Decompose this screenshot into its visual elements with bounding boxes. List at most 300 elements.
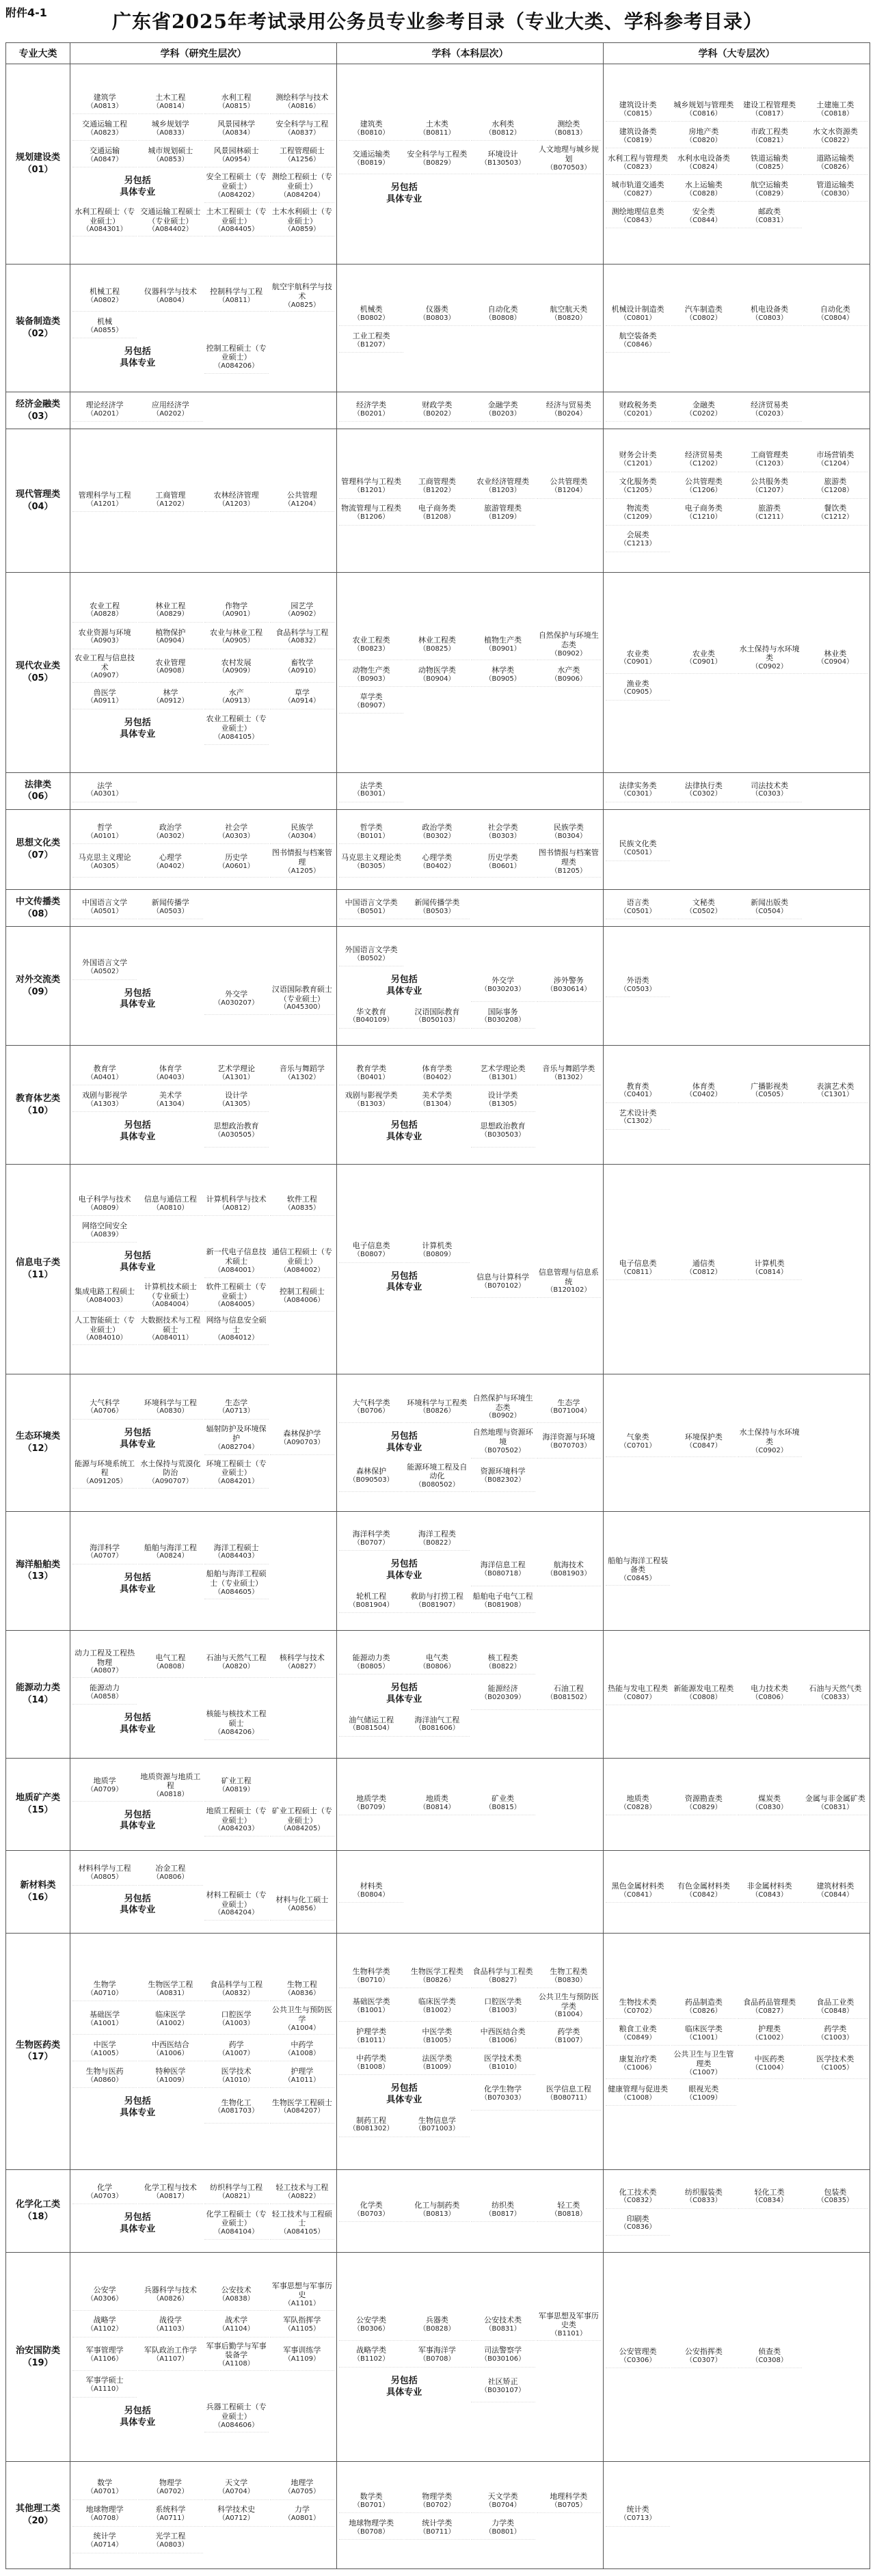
major-entry: [138, 2478, 202, 2500]
undergraduate-level-cell: [337, 392, 604, 429]
category-row: [6, 1850, 870, 1933]
major-entry: [738, 399, 802, 422]
major-code: （B0706）: [353, 1407, 390, 1415]
major-name: 机械类: [360, 304, 383, 314]
major-entry: [270, 2005, 334, 2035]
major-code: （C1006）: [619, 2063, 656, 2072]
category-row: [6, 890, 870, 927]
major-name: 机械: [97, 317, 113, 327]
major-entry: [606, 450, 670, 472]
major-entry: [339, 1528, 403, 1551]
major-entry: [339, 2311, 403, 2341]
category-cell: [6, 1630, 70, 1758]
major-entry: [471, 303, 535, 326]
major-name: 公共服务类: [751, 477, 789, 487]
major-entry: [405, 1714, 469, 1737]
major-code: （B1208）: [419, 513, 455, 521]
major-name: 统计学类: [422, 2518, 453, 2527]
major-entry: [138, 2039, 202, 2061]
major-code: （B1002）: [419, 2006, 455, 2014]
major-entry: [606, 530, 670, 552]
major-code: （C0815）: [619, 110, 656, 118]
major-entry: [270, 2092, 334, 2124]
major-code: （B0904）: [419, 675, 455, 683]
major-entry: [270, 1193, 334, 1216]
major-name: 音乐与舞蹈学: [279, 1063, 325, 1073]
major-code: （A0502）: [86, 968, 123, 976]
major-code: （B0402）: [419, 862, 455, 870]
major-name: 教育类: [626, 1081, 649, 1091]
major-code: （C0904）: [817, 658, 854, 666]
category-code: （06）: [23, 791, 53, 802]
category-name: 法律类: [24, 779, 51, 790]
major-entry: [72, 2478, 137, 2500]
major-entry: [671, 1428, 736, 1457]
major-code: （A084605）: [214, 1588, 259, 1596]
major-name: 法律执行类: [684, 781, 723, 790]
major-name: 海洋科学类: [352, 1530, 390, 1539]
major-entry: [72, 1863, 137, 1886]
major-code: （A0101）: [86, 832, 123, 840]
major-code: （C0803）: [751, 314, 788, 322]
major-code: （B070502）: [481, 1446, 526, 1454]
major-code: （B081502）: [546, 1693, 591, 1701]
major-name: 生物医学工程: [148, 1980, 193, 1990]
category-row: [6, 1759, 870, 1851]
major-entry: [537, 1679, 601, 1710]
major-name: 生物化工: [221, 2098, 252, 2107]
junior-grid: [606, 975, 867, 997]
major-name: 战略学类: [356, 2346, 387, 2355]
major-entry: [72, 958, 137, 980]
major-entry: [537, 1992, 601, 2022]
note-line-1: 另包括: [124, 176, 151, 187]
major-code: （A1205）: [284, 867, 321, 875]
major-entry: [671, 2083, 736, 2106]
major-code: （C0503）: [619, 986, 656, 994]
major-code: （C0835）: [817, 2197, 854, 2205]
major-entry: [72, 1649, 137, 1678]
major-entry: [270, 2182, 334, 2204]
major-name: 艺术设计类: [619, 1108, 657, 1117]
major-entry: [405, 1394, 469, 1423]
major-name: 风景园林硕士: [213, 146, 259, 155]
major-entry: [471, 2079, 535, 2111]
junior-grid: [606, 1081, 867, 1130]
graduate-level-cell: [70, 1165, 337, 1374]
junior-level-cell: [604, 2169, 870, 2252]
undergraduate-grid: [339, 780, 601, 802]
major-code: （A0301）: [86, 790, 123, 798]
major-name: 信息与通信工程: [144, 1194, 197, 1204]
major-code: （A0816）: [284, 102, 321, 110]
specific-majors-note: [72, 1569, 203, 1600]
major-entry: [471, 145, 535, 174]
major-name: 中国语言文学: [82, 898, 128, 908]
major-entry: [138, 1316, 202, 1345]
major-entry: [270, 687, 334, 709]
major-entry: [471, 2372, 535, 2403]
major-code: （C0824）: [686, 163, 722, 172]
major-entry: [405, 2517, 469, 2540]
major-entry: [671, 2050, 736, 2079]
major-code: （A1001）: [86, 2020, 123, 2028]
category-name: 对外交流类: [15, 975, 60, 986]
category-row: [6, 429, 870, 572]
major-entry: [537, 822, 601, 844]
major-entry: [138, 822, 202, 844]
major-code: （C0831）: [751, 217, 788, 225]
major-name: 特种医学: [155, 2067, 186, 2076]
major-name: 仪器类: [425, 304, 448, 314]
undergraduate-level-cell: [337, 64, 604, 265]
major-code: （C0821）: [751, 137, 788, 145]
major-code: （C0828）: [686, 190, 722, 198]
major-code: （C1001）: [686, 2033, 722, 2042]
header-undergraduate: 学科（本科层次）: [337, 43, 604, 64]
category-code: （20）: [23, 2516, 53, 2527]
major-name: 农村发展: [221, 657, 252, 667]
major-name: 兵器工程硕士（专业硕士）: [206, 2402, 267, 2421]
major-code: （C0844）: [817, 1891, 854, 1899]
major-code: （B0704）: [485, 2501, 521, 2509]
major-entry: [405, 2491, 469, 2513]
major-code: （A0912）: [152, 697, 189, 705]
junior-grid: [606, 1683, 867, 1705]
major-code: （C0302）: [686, 790, 722, 798]
major-name: 心理学: [159, 852, 182, 862]
note-line-2: 具体专业: [386, 193, 422, 204]
category-cell: [6, 1511, 70, 1630]
major-code: （A084203）: [214, 1825, 259, 1833]
major-code: （A0832）: [218, 1990, 254, 1998]
major-code: （A0706）: [86, 1407, 123, 1415]
major-name: 广播影视类: [751, 1081, 789, 1091]
category-code: （17）: [23, 2052, 53, 2063]
major-code: （B1001）: [353, 2006, 390, 2014]
graduate-grid: [72, 822, 334, 878]
major-code: （C1002）: [751, 2033, 788, 2042]
header-category: 专业大类: [6, 43, 70, 64]
major-name: 环境科学与工程: [144, 1398, 197, 1407]
major-name: 涉外警务: [553, 976, 584, 986]
major-entry: [405, 1089, 469, 1112]
major-code: （C0307）: [686, 2356, 722, 2364]
junior-level-cell: [604, 572, 870, 772]
major-entry: [204, 984, 269, 1016]
major-code: （A1201）: [86, 500, 123, 508]
major-name: 汽车制造类: [684, 304, 723, 314]
major-name: 口腔医学: [221, 2010, 252, 2020]
major-code: （B0701）: [353, 2501, 390, 2509]
major-code: （A1101）: [284, 2300, 321, 2308]
category-row: [6, 1165, 870, 1374]
major-name: 化学工程与技术: [144, 2183, 197, 2193]
major-name: 公共卫生与卫生管理类: [673, 2050, 734, 2069]
specific-majors-note: [72, 172, 203, 203]
major-name: 动力工程及工程热物理: [75, 1648, 135, 1667]
major-entry: [339, 1006, 403, 1029]
major-name: 交通运输工程: [82, 119, 128, 128]
major-name: 物理学类: [422, 2491, 453, 2501]
major-code: （C0823）: [619, 163, 656, 172]
major-code: （A0708）: [86, 2514, 123, 2523]
major-name: 农业经济管理类: [476, 477, 530, 487]
major-name: 通信工程硕士（专业硕士）: [271, 1247, 332, 1266]
major-code: （C0849）: [619, 2033, 656, 2042]
major-entry: [138, 2005, 202, 2035]
major-code: （B081904）: [349, 1601, 394, 1609]
major-name: 水利工程硕士（专业硕士）: [75, 206, 135, 226]
major-entry: [405, 303, 469, 326]
major-code: （A0402）: [152, 862, 189, 870]
major-code: （A0817）: [152, 2192, 189, 2200]
major-entry: [270, 1979, 334, 2001]
major-name: 管理科学与工程: [78, 490, 131, 500]
major-entry: [138, 627, 202, 649]
major-code: （B0815）: [485, 1804, 521, 1812]
major-code: （A084207）: [280, 2107, 325, 2115]
major-entry: [606, 897, 670, 919]
major-code: （A0905）: [218, 637, 254, 645]
major-code: （B030503）: [481, 1130, 526, 1139]
major-entry: [738, 1081, 802, 1103]
major-name: 药品制造类: [684, 1998, 723, 2007]
note-line-2: 具体专业: [120, 729, 156, 740]
major-name: 能源经济: [487, 1684, 518, 1694]
major-entry: [204, 600, 269, 623]
major-code: （A0803）: [152, 2541, 189, 2549]
major-name: 石油与天然气工程: [206, 1653, 267, 1662]
major-entry: [270, 118, 334, 141]
major-entry: [671, 2186, 736, 2209]
major-name: 人工智能硕士（专业硕士）: [75, 1315, 135, 1334]
major-name: 战役学: [159, 2316, 182, 2325]
major-entry: [339, 848, 403, 878]
junior-grid: [606, 2504, 867, 2527]
major-entry: [72, 2005, 137, 2035]
major-name: 水利工程与管理类: [608, 154, 669, 163]
major-entry: [72, 207, 137, 236]
major-code: （A0806）: [152, 1873, 189, 1882]
category-name: 能源动力类: [15, 1683, 60, 1694]
major-code: （A0305）: [86, 862, 123, 870]
major-entry: [537, 303, 601, 326]
major-entry: [738, 1793, 802, 1815]
major-entry: [204, 92, 269, 114]
major-code: （B0707）: [353, 1538, 390, 1547]
specific-majors-note: [72, 984, 203, 1016]
undergraduate-grid: [339, 1966, 601, 2137]
major-name: 战略学: [93, 2316, 116, 2325]
major-code: （A0306）: [86, 2295, 123, 2303]
major-code: （B090503）: [349, 1476, 394, 1484]
major-code: （A084403）: [214, 1552, 259, 1560]
major-entry: [204, 118, 269, 141]
undergraduate-level-cell: [337, 1934, 604, 2170]
major-name: 农业类: [626, 649, 649, 658]
major-entry: [72, 653, 137, 683]
major-name: 轻化工类: [754, 2187, 785, 2197]
major-name: 轻工技术与工程硕士: [271, 2209, 332, 2228]
major-code: （A0601）: [218, 862, 254, 870]
major-code: （A1304）: [152, 1100, 189, 1108]
major-name: 外国语言文学: [82, 958, 128, 968]
major-code: （A1006）: [152, 2050, 189, 2058]
major-name: 管理科学与工程类: [341, 477, 402, 487]
major-code: （A1009）: [152, 2076, 189, 2085]
graduate-grid: [72, 600, 334, 745]
major-name: 网络与信息安全硕士: [206, 1315, 267, 1334]
major-code: （C1302）: [619, 1117, 656, 1126]
major-name: 草学: [294, 688, 310, 697]
major-code: （B0805）: [353, 1662, 390, 1670]
major-code: （A1110）: [86, 2385, 123, 2394]
major-name: 水文水资源类: [812, 127, 858, 137]
note-line-2: 具体专业: [120, 2417, 156, 2428]
major-entry: [738, 476, 802, 499]
major-code: （B0822）: [485, 1662, 521, 1670]
major-name: 材料科学与工程: [78, 1864, 131, 1873]
undergraduate-grid: [339, 2491, 601, 2540]
major-entry: [671, 780, 736, 802]
major-name: 光学工程: [155, 2532, 186, 2541]
major-name: 电力技术类: [751, 1684, 789, 1694]
major-entry: [339, 1966, 403, 1988]
major-name: 旅游管理类: [484, 504, 522, 513]
category-name: 现代农业类: [15, 661, 60, 672]
major-name: 语言类: [626, 898, 649, 908]
note-line-1: 另包括: [390, 1559, 418, 1570]
major-entry: [339, 2026, 403, 2048]
major-code: （C1003）: [817, 2033, 854, 2042]
major-code: （C0901）: [686, 658, 722, 666]
major-name: 煤炭类: [758, 1794, 781, 1804]
major-entry: [204, 1193, 269, 1216]
major-entry: [671, 450, 736, 472]
major-name: 统计类: [626, 2505, 649, 2514]
category-code: （09）: [23, 986, 53, 997]
major-entry: [72, 1193, 137, 1216]
major-code: （B0811）: [419, 128, 455, 137]
major-code: （C0308）: [751, 2356, 788, 2364]
major-code: （B0830）: [550, 1976, 587, 1984]
category-code: （11）: [23, 1269, 53, 1280]
major-code: （A0814）: [152, 102, 189, 110]
major-code: （C0847）: [686, 1441, 722, 1450]
graduate-level-cell: [70, 890, 337, 927]
major-entry: [204, 1649, 269, 1678]
major-code: （C1008）: [619, 2093, 656, 2102]
major-code: （A1109）: [284, 2355, 321, 2363]
major-entry: [138, 145, 202, 167]
major-name: 计算机科学与技术: [206, 1194, 267, 1204]
note-line-1: 另包括: [390, 2083, 418, 2093]
major-entry: [803, 152, 867, 175]
major-code: （C0845）: [619, 1575, 656, 1583]
major-entry: [405, 2345, 469, 2368]
major-name: 海洋资源与环境: [542, 1433, 595, 1442]
category-cell: [6, 2252, 70, 2461]
major-entry: [537, 631, 601, 660]
major-name: 包装类: [824, 2187, 847, 2197]
graduate-level-cell: [70, 64, 337, 265]
graduate-level-cell: [70, 264, 337, 392]
major-entry: [671, 897, 736, 919]
major-name: 自动化类: [820, 304, 850, 314]
undergraduate-grid: [339, 1063, 601, 1148]
graduate-level-cell: [70, 1759, 337, 1851]
major-name: 天文学类: [487, 2491, 518, 2501]
major-code: （B0710）: [353, 1976, 390, 1984]
major-name: 军事学硕士: [85, 2376, 124, 2385]
major-code: （A0847）: [86, 155, 123, 163]
major-name: 地球物理学: [85, 2505, 124, 2514]
major-code: （B1010）: [485, 2063, 521, 2071]
major-entry: [339, 476, 403, 499]
undergraduate-grid: [339, 1880, 601, 1903]
major-name: 水土保持与荒漠化防治: [140, 1459, 201, 1478]
major-code: （A0838）: [218, 2295, 254, 2303]
major-entry: [204, 1397, 269, 1420]
major-name: 自动化类: [487, 304, 518, 314]
major-code: （A0859）: [284, 226, 321, 234]
major-code: （C1212）: [817, 513, 854, 521]
major-name: 天文学: [225, 2478, 248, 2488]
category-name: 新材料类: [20, 1880, 56, 1891]
major-entry: [204, 207, 269, 236]
major-code: （B0808）: [485, 314, 521, 322]
major-entry: [270, 627, 334, 649]
major-entry: [471, 822, 535, 844]
major-name: 地质学类: [356, 1794, 387, 1804]
major-name: 食品科学与工程: [275, 627, 329, 637]
major-code: （B0813）: [419, 2210, 455, 2218]
major-code: （A045300）: [280, 1003, 325, 1012]
major-entry: [204, 2182, 269, 2204]
major-name: 动物医学类: [418, 666, 456, 675]
major-entry: [471, 1427, 535, 1459]
note-line-2: 具体专业: [120, 1584, 156, 1595]
major-name: 化工技术类: [619, 2187, 657, 2197]
major-name: 音乐与舞蹈学类: [542, 1063, 595, 1073]
major-name: 财务会计类: [619, 450, 657, 460]
major-name: 水产类: [557, 666, 580, 675]
major-entry: [606, 2504, 670, 2527]
major-name: 植物保护: [155, 627, 186, 637]
major-name: 水土保持与水环境类: [739, 644, 800, 663]
header-graduate: 学科（研究生层次）: [70, 43, 337, 64]
major-name: 纺织服装类: [684, 2187, 723, 2197]
major-code: （B1201）: [353, 487, 390, 495]
specific-majors-note: [72, 342, 203, 374]
major-code: （A0913）: [218, 697, 254, 705]
category-cell: [6, 2462, 70, 2569]
major-entry: [738, 1428, 802, 1457]
major-entry: [671, 2023, 736, 2046]
junior-grid: [606, 2346, 867, 2368]
major-code: （A1107）: [152, 2355, 189, 2363]
category-cell: [6, 1850, 70, 1933]
major-code: （B0817）: [485, 2210, 521, 2218]
major-name: 自然保护与环境生态类: [538, 631, 599, 649]
major-name: 民族文化类: [619, 839, 657, 849]
major-entry: [270, 984, 334, 1016]
major-name: 临床医学类: [418, 1996, 456, 2006]
major-entry: [606, 1996, 670, 2019]
major-entry: [671, 206, 736, 228]
major-code: （B0827）: [485, 1976, 521, 1984]
